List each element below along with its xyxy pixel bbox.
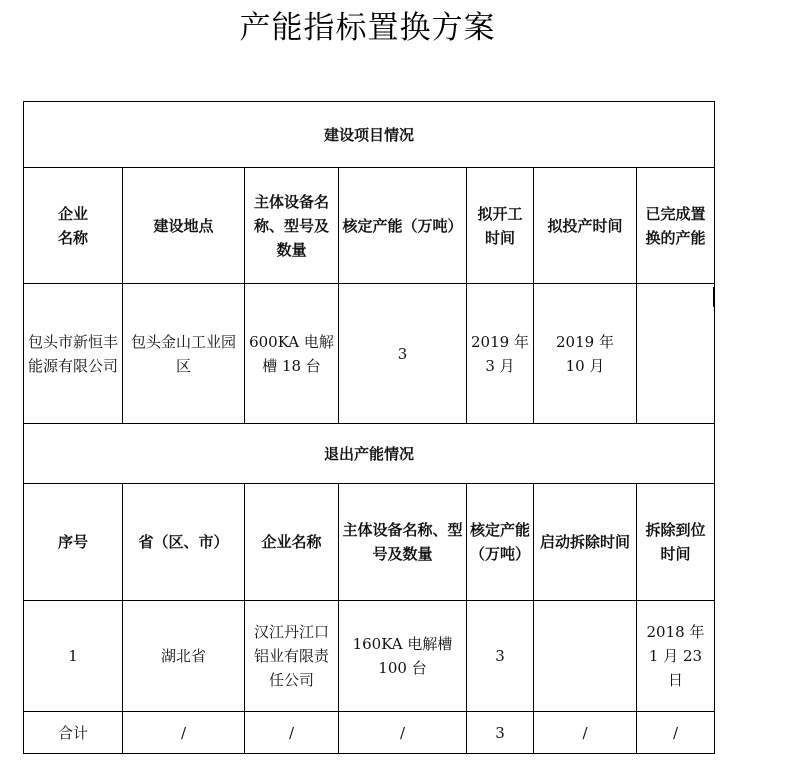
exit-header-row <box>24 484 715 601</box>
cell-exit-equipment: 160KA 电解槽 100 台 <box>339 601 467 712</box>
cell-demolition-complete: 2018 年 1 月 23 日 <box>637 601 715 712</box>
col-header-capacity: 核定产能（万吨） <box>339 168 467 284</box>
total-demolition-complete: / <box>637 712 715 754</box>
col-header-demolition-complete: 拆除到位时间 <box>637 484 715 601</box>
col-header-seq: 序号 <box>24 484 123 601</box>
cell-seq: 1 <box>24 601 123 712</box>
cell-company: 包头市新恒丰能源有限公司 <box>24 284 123 424</box>
cell-exit-capacity: 3 <box>467 601 534 712</box>
exit-data-row <box>24 601 715 712</box>
construction-section-row <box>24 102 715 168</box>
col-header-exit-company: 企业名称 <box>245 484 339 601</box>
col-header-company <box>24 168 123 284</box>
header-text: 企业 名称 <box>57 204 88 247</box>
col-header-demolition-start: 启动拆除时间 <box>534 484 637 601</box>
page-title: 产能指标置换方案 <box>239 10 496 46</box>
cell-equipment: 600KA 电解槽 18 台 <box>245 284 339 424</box>
cell-location: 包头金山工业园区 <box>123 284 245 424</box>
col-header-exit-capacity: 核定产能（万吨） <box>467 484 534 601</box>
total-province: / <box>123 712 245 754</box>
total-row <box>24 712 715 754</box>
construction-data-row <box>24 284 715 424</box>
cell-capacity: 3 <box>339 284 467 424</box>
col-header-start-date: 拟开工 时间 <box>467 168 534 284</box>
cell-start-date: 2019 年 3 月 <box>467 284 534 424</box>
construction-section-title: 建设项目情况 <box>24 102 715 168</box>
cell-exit-company: 汉江丹江口铝业有限责任公司 <box>245 601 339 712</box>
cell-demolition-start <box>534 601 637 712</box>
total-demolition-start: / <box>534 712 637 754</box>
col-header-replaced-capacity: 已完成置换的产能 <box>637 168 715 284</box>
total-capacity: 3 <box>467 712 534 754</box>
exit-section-row <box>24 424 715 484</box>
col-header-exit-equipment: 主体设备名称、型号及数量 <box>339 484 467 601</box>
cell-replaced-capacity <box>637 284 715 424</box>
capacity-replacement-table <box>23 101 715 754</box>
cell-province: 湖北省 <box>123 601 245 712</box>
construction-header-row <box>24 168 715 284</box>
total-equipment: / <box>339 712 467 754</box>
col-header-production-date: 拟投产时间 <box>534 168 637 284</box>
total-label: 合计 <box>24 712 123 754</box>
col-header-location: 建设地点 <box>123 168 245 284</box>
col-header-province: 省（区、市） <box>123 484 245 601</box>
exit-section-title: 退出产能情况 <box>24 424 715 484</box>
total-company: / <box>245 712 339 754</box>
col-header-equipment: 主体设备名称、型号及数量 <box>245 168 339 284</box>
text-cursor <box>713 287 714 307</box>
cell-production-date: 2019 年 10 月 <box>534 284 637 424</box>
